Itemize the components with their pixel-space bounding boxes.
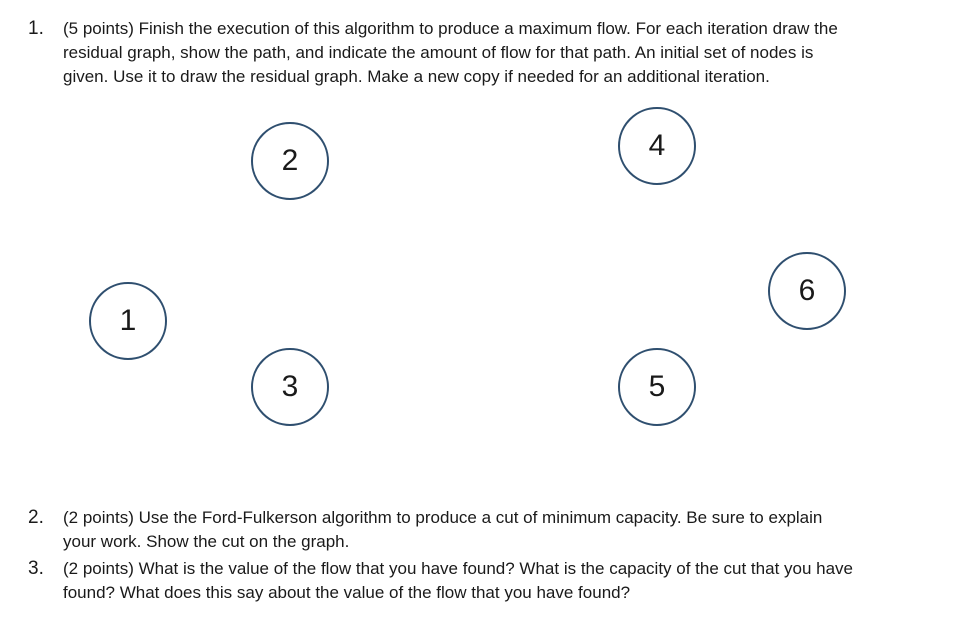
question-2-text	[63, 506, 948, 554]
question-2	[28, 506, 948, 554]
question-1-line-1: (5 points) Finish the execution of this algorithm to produce a maximum flow. For each iteration draw the	[63, 19, 838, 38]
question-1	[28, 17, 948, 89]
graph-node-3: 3	[251, 348, 329, 426]
graph-node-5: 5	[618, 348, 696, 426]
question-1-line-3: given. Use it to draw the residual graph. Make a new copy if needed for an additional iteration.	[63, 67, 770, 86]
question-3-number: 3.	[28, 558, 44, 579]
question-2-line-1: (2 points) Use the Ford-Fulkerson algorithm to produce a cut of minimum capacity. Be sure to explain	[63, 508, 823, 527]
graph-node-6: 6	[768, 252, 846, 330]
question-2-line-2: your work. Show the cut on the graph.	[63, 532, 350, 551]
question-3-line-1: (2 points) What is the value of the flow that you have found? What is the capacity of the cut that you have	[63, 559, 854, 578]
question-3	[28, 557, 948, 605]
graph-node-1: 1	[89, 282, 167, 360]
graph-node-2: 2	[251, 122, 329, 200]
question-1-text	[63, 17, 948, 89]
question-3-text	[63, 557, 948, 605]
question-1-line-2: residual graph, show the path, and indicate the amount of flow for that path. An initial set of nodes is	[63, 43, 814, 62]
question-3-line-2: found? What does this say about the value of the flow that you have found?	[63, 583, 631, 602]
question-1-number: 1.	[28, 18, 44, 39]
graph-node-4: 4	[618, 107, 696, 185]
question-2-number: 2.	[28, 507, 44, 528]
